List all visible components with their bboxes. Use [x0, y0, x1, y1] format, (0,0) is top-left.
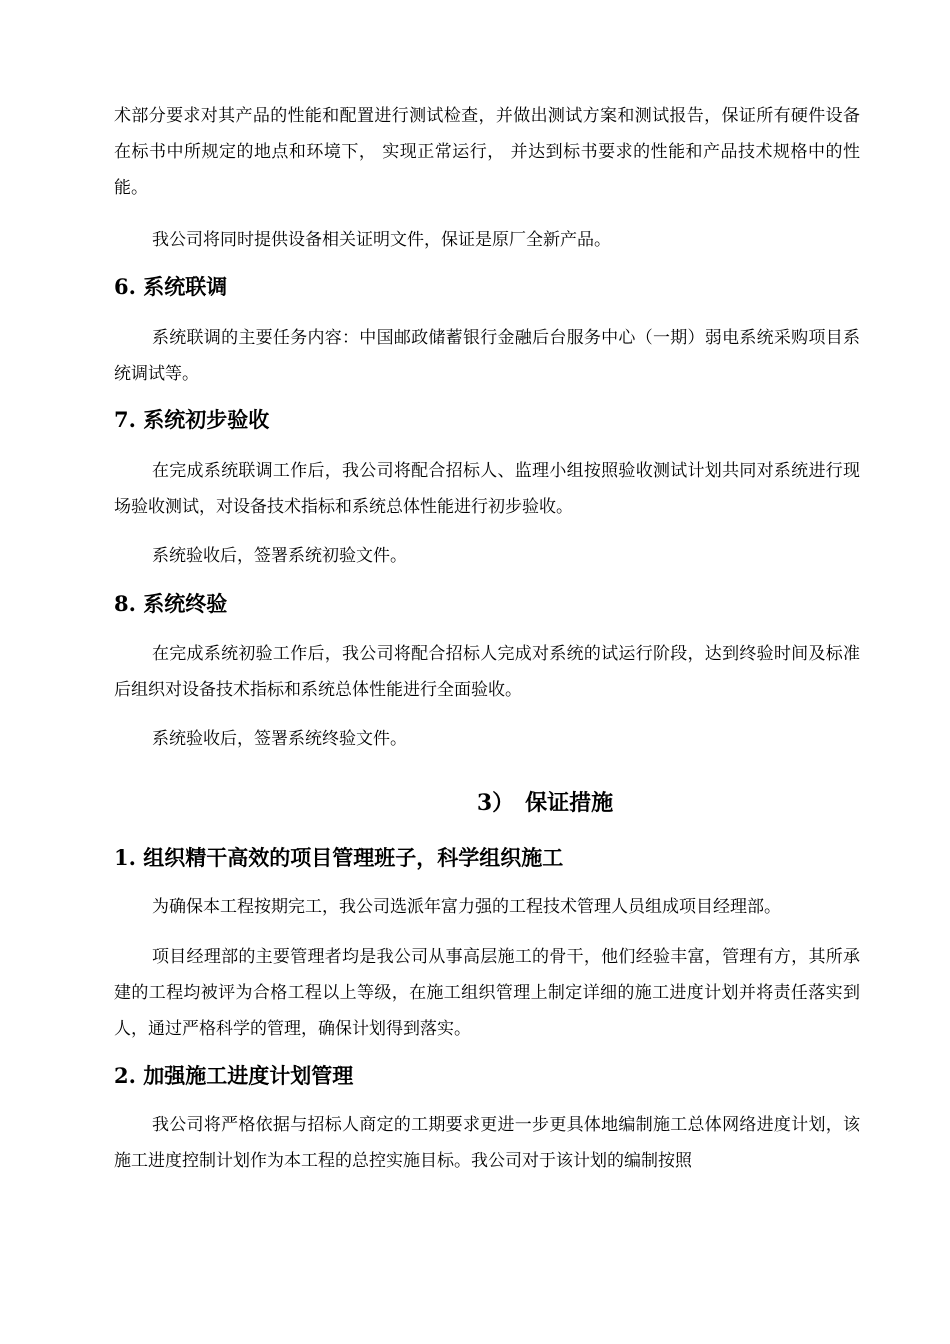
heading-preliminary-acceptance: 7. 系统初步验收	[114, 407, 270, 432]
paragraph-test-inspection: 术部分要求对其产品的性能和配置进行测试检查，并做出测试方案和测试报告，保证所有硬件设备在标书中所规定的地点和环境下， 实现正常运行， 并达到标书要求的性能和产品技术规格中的性能。	[114, 106, 860, 198]
heading-final-acceptance: 8. 系统终验	[114, 591, 228, 616]
heading-schedule-management: 2. 加强施工进度计划管理	[114, 1063, 354, 1088]
paragraph-certificates: 我公司将同时提供设备相关证明文件，保证是原厂全新产品。	[152, 230, 611, 250]
paragraph-final-sign: 系统验收后，签署系统终验文件。	[152, 729, 407, 749]
heading-project-team: 1. 组织精干高效的项目管理班子，科学组织施工	[114, 845, 564, 870]
paragraph-preliminary-sign: 系统验收后，签署系统初验文件。	[152, 546, 407, 566]
paragraph-team-experience: 项目经理部的主要管理者均是我公司从事高层施工的骨干，他们经验丰富，管理有方，其所承建的工程均被评为合格工程以上等级，在施工组织管理上制定详细的施工进度计划并将责任落实到人，通过严格科学的管理，确保计划得到落实。	[114, 947, 860, 1039]
paragraph-integration-tasks: 系统联调的主要任务内容：中国邮政储蓄银行金融后台服务中心（一期）弱电系统采购项目系统调试等。	[114, 328, 860, 384]
section-heading-guarantee-measures: 3） 保证措施	[476, 790, 614, 816]
paragraph-team-selection: 为确保本工程按期完工，我公司选派年富力强的工程技术管理人员组成项目经理部。	[152, 897, 781, 917]
paragraph-schedule-plan: 我公司将严格依据与招标人商定的工期要求更进一步更具体地编制施工总体网络进度计划，该施工进度控制计划作为本工程的总控实施目标。我公司对于该计划的编制按照	[114, 1115, 860, 1171]
heading-system-integration: 6. 系统联调	[114, 274, 228, 299]
paragraph-final-acceptance: 在完成系统初验工作后，我公司将配合招标人完成对系统的试运行阶段，达到终验时间及标准后组织对设备技术指标和系统总体性能进行全面验收。	[114, 644, 860, 700]
paragraph-preliminary-acceptance: 在完成系统联调工作后，我公司将配合招标人、监理小组按照验收测试计划共同对系统进行现场验收测试，对设备技术指标和系统总体性能进行初步验收。	[114, 461, 860, 517]
